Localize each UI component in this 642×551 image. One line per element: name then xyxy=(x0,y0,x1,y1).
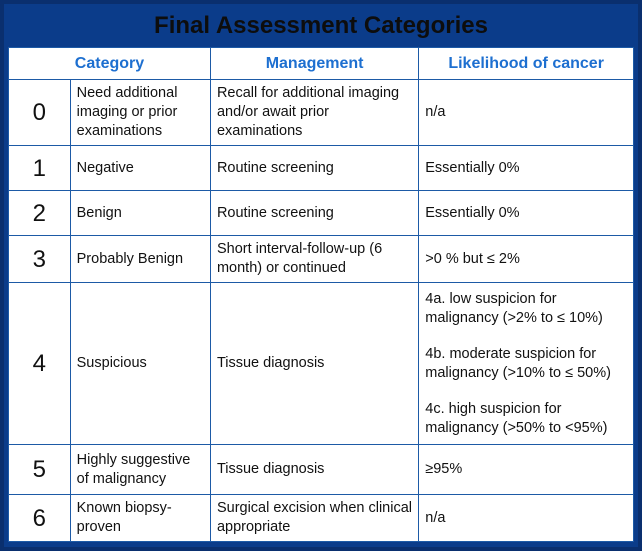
table-row xyxy=(9,495,634,542)
likelihood-cell xyxy=(419,283,634,445)
category-number: 0 xyxy=(9,80,71,146)
category-cell: Highly suggestive of malignancy xyxy=(70,445,210,495)
header-category: Category xyxy=(9,48,211,80)
table-row xyxy=(9,283,634,445)
likelihood-cell: n/a xyxy=(419,80,634,146)
category-number: 2 xyxy=(9,191,71,236)
likelihood-cell: >0 % but ≤ 2% xyxy=(419,236,634,283)
likelihood-4b: 4b. moderate suspicion for malignancy (>10% to ≤ 50%) xyxy=(425,345,611,381)
likelihood-cell: Essentially 0% xyxy=(419,191,634,236)
likelihood-cell: Essentially 0% xyxy=(419,146,634,191)
table-row xyxy=(9,146,634,191)
assessment-table xyxy=(8,47,634,542)
category-number: 5 xyxy=(9,445,71,495)
title-text: Final Assessment Categories xyxy=(154,12,488,39)
header-management: Management xyxy=(210,48,418,80)
table-row xyxy=(9,80,634,146)
header-likelihood: Likelihood of cancer xyxy=(419,48,634,80)
category-cell: Suspicious xyxy=(70,283,210,445)
category-cell: Known biopsy-proven xyxy=(70,495,210,542)
table-row xyxy=(9,236,634,283)
management-cell: Tissue diagnosis xyxy=(210,283,418,445)
category-number: 4 xyxy=(9,283,71,445)
likelihood-cell: ≥95% xyxy=(419,445,634,495)
management-cell: Recall for additional imaging and/or await prior examinations xyxy=(210,80,418,146)
likelihood-4a: 4a. low suspicion for malignancy (>2% to ≤ 10%) xyxy=(425,290,603,326)
management-cell: Tissue diagnosis xyxy=(210,445,418,495)
category-cell: Probably Benign xyxy=(70,236,210,283)
likelihood-cell: n/a xyxy=(419,495,634,542)
category-number: 6 xyxy=(9,495,71,542)
table-row xyxy=(9,191,634,236)
category-number: 1 xyxy=(9,146,71,191)
category-cell: Benign xyxy=(70,191,210,236)
likelihood-4c: 4c. high suspicion for malignancy (>50% to <95%) xyxy=(425,400,608,436)
management-cell: Short interval-follow-up (6 month) or continued xyxy=(210,236,418,283)
table-row xyxy=(9,445,634,495)
management-cell: Routine screening xyxy=(210,146,418,191)
header-row xyxy=(9,48,634,80)
table-title xyxy=(8,8,634,44)
management-cell: Routine screening xyxy=(210,191,418,236)
category-number: 3 xyxy=(9,236,71,283)
category-cell: Need additional imaging or prior examinations xyxy=(70,80,210,146)
management-cell: Surgical excision when clinical appropriate xyxy=(210,495,418,542)
category-cell: Negative xyxy=(70,146,210,191)
